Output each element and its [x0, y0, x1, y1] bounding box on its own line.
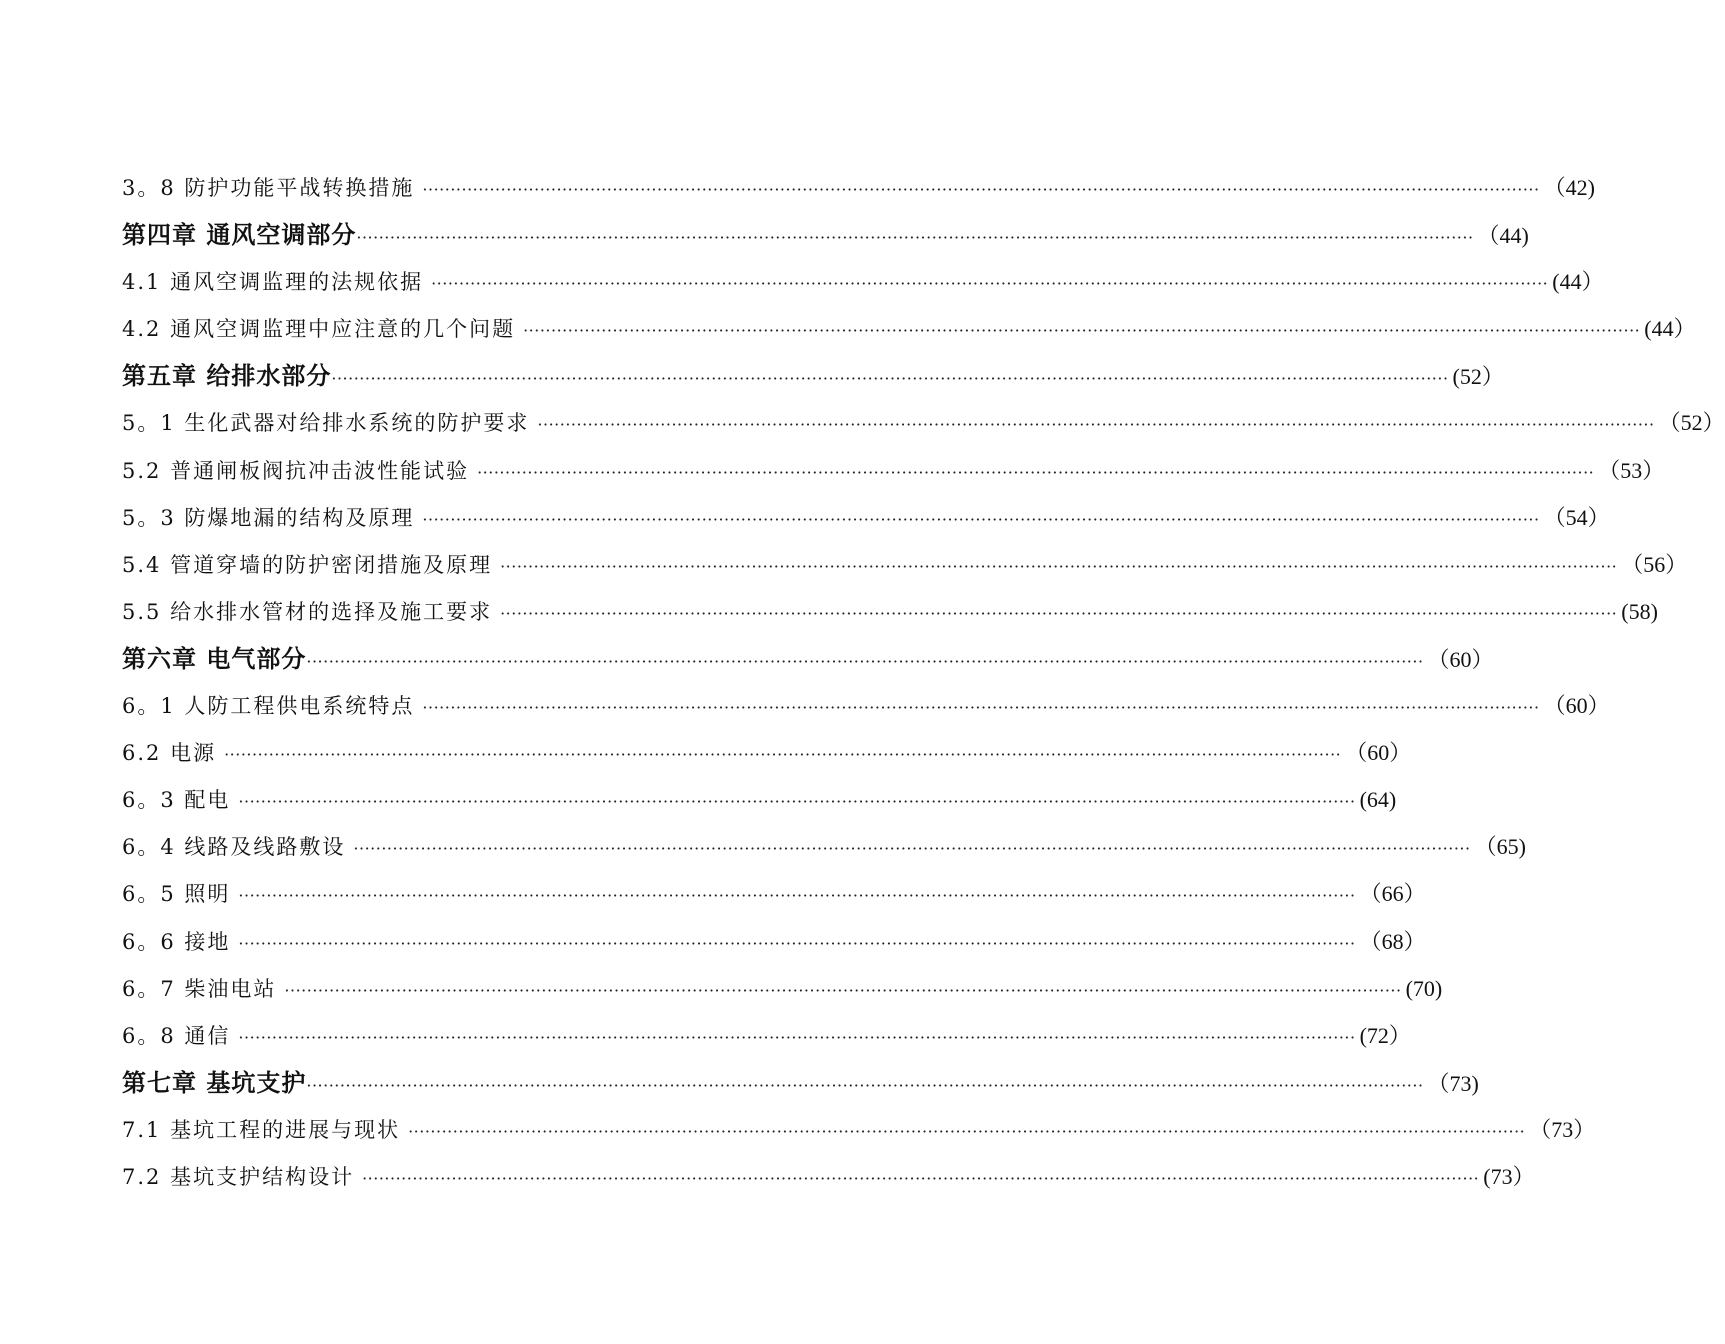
toc-section-entry[interactable] [122, 164, 1595, 211]
toc-page-number: (52） [1452, 364, 1504, 390]
toc-dot-leader: ········································································································································································································ [353, 839, 1471, 859]
toc-dot-leader: ········································································································································································································ [238, 886, 1356, 906]
toc-chapter-entry[interactable] [122, 1059, 1479, 1106]
toc-entry-title: 7.2 基坑支护结构设计 [122, 1164, 355, 1189]
toc-dot-leader: ········································································································································································································ [306, 1075, 1424, 1095]
toc-dot-leader: ········································································································································································································ [500, 603, 1618, 623]
toc-page-number: （54） [1543, 504, 1610, 530]
toc-page-number: （68） [1359, 928, 1426, 954]
toc-page-number: （73） [1529, 1116, 1596, 1142]
toc-section-entry[interactable] [122, 682, 1610, 729]
toc-dot-leader: ········································································································································································································ [362, 1168, 1480, 1188]
toc-dot-leader: ········································································································································································································ [422, 180, 1540, 199]
toc-section-entry[interactable] [122, 305, 1696, 352]
toc-dot-leader: ········································································································································································································ [238, 933, 1356, 953]
toc-section-entry[interactable] [122, 918, 1426, 965]
toc-section-entry[interactable] [122, 823, 1526, 870]
toc-page-number: (72） [1359, 1022, 1411, 1048]
toc-section-entry[interactable] [122, 1153, 1535, 1200]
toc-entry-title: 7.1 基坑工程的进展与现状 [122, 1117, 401, 1142]
toc-page-number: （73) [1427, 1070, 1479, 1096]
toc-page-number: (70) [1405, 975, 1443, 1001]
toc-section-entry[interactable] [122, 1106, 1596, 1153]
toc-entry-title: 6。7 柴油电站 [122, 976, 277, 1001]
toc-dot-leader: ········································································································································································································ [500, 556, 1618, 576]
toc-page-number: （52） [1658, 410, 1725, 436]
toc-page-number: (73） [1483, 1163, 1535, 1189]
toc-dot-leader: ········································································································································································································ [408, 1121, 1526, 1141]
toc-dot-leader: ········································································································································································································ [431, 274, 1549, 294]
toc-page-number: (44） [1644, 316, 1696, 342]
toc-entry-title: 第四章 通风空调部分 [122, 220, 357, 250]
toc-entry-title: 4.1 通风空调监理的法规依据 [122, 270, 424, 295]
toc-page-number: （60） [1543, 693, 1610, 719]
toc-page-number: （65) [1474, 834, 1526, 860]
toc-section-entry[interactable] [122, 870, 1426, 917]
table-of-contents [122, 164, 1725, 1200]
toc-page-number: （60） [1345, 740, 1412, 766]
toc-page-number: (44） [1552, 269, 1604, 295]
toc-entry-title: 5.4 管道穿墙的防护密闭措施及原理 [122, 552, 493, 577]
toc-page-number: (58) [1621, 598, 1658, 624]
toc-section-entry[interactable] [122, 447, 1665, 494]
toc-chapter-entry[interactable] [122, 211, 1529, 258]
toc-dot-leader: ········································································································································································································ [537, 415, 1655, 435]
toc-page-number: （56） [1621, 551, 1688, 577]
toc-section-entry[interactable] [122, 258, 1604, 305]
toc-entry-title: 4.2 通风空调监理中应注意的几个问题 [122, 317, 516, 342]
toc-dot-leader: ········································································································································································································ [523, 321, 1641, 341]
toc-entry-title: 6。3 配电 [122, 788, 231, 813]
toc-page-number: （53） [1598, 457, 1665, 483]
toc-dot-leader: ········································································································································································································ [238, 792, 1356, 812]
toc-page-number: （60） [1427, 646, 1494, 672]
toc-dot-leader: ········································································································································································································ [331, 369, 1449, 389]
toc-chapter-entry[interactable] [122, 635, 1494, 682]
toc-dot-leader: ········································································································································································································ [356, 228, 1474, 248]
toc-dot-leader: ········································································································································································································ [224, 745, 1342, 765]
toc-section-entry[interactable] [122, 1012, 1411, 1059]
toc-chapter-entry[interactable] [122, 352, 1504, 399]
toc-entry-title: 5.5 给水排水管材的选择及施工要求 [122, 599, 493, 624]
toc-entry-title: 6。4 线路及线路敷设 [122, 835, 346, 860]
toc-page-number: （44) [1477, 223, 1529, 249]
toc-page-number: （42) [1543, 175, 1595, 200]
toc-entry-title: 第五章 给排水部分 [122, 361, 332, 391]
toc-section-entry[interactable] [122, 541, 1688, 588]
toc-entry-title: 6。6 接地 [122, 929, 231, 954]
toc-section-entry[interactable] [122, 965, 1443, 1012]
toc-entry-title: 6。5 照明 [122, 882, 231, 907]
toc-dot-leader: ········································································································································································································ [477, 462, 1595, 482]
toc-dot-leader: ········································································································································································································ [306, 651, 1424, 671]
toc-dot-leader: ········································································································································································································ [238, 1027, 1356, 1047]
toc-entry-title: 5。1 生化武器对给排水系统的防护要求 [122, 411, 530, 436]
toc-section-entry[interactable] [122, 729, 1412, 776]
toc-page-number: (64) [1359, 787, 1397, 813]
toc-section-entry[interactable] [122, 776, 1397, 823]
toc-entry-title: 6。8 通信 [122, 1023, 231, 1048]
toc-entry-title: 3。8 防护功能平战转换措施 [122, 176, 415, 200]
toc-entry-title: 5。3 防爆地漏的结构及原理 [122, 505, 415, 530]
toc-entry-title: 第六章 电气部分 [122, 643, 307, 673]
toc-dot-leader: ········································································································································································································ [284, 980, 1402, 1000]
toc-entry-title: 6。1 人防工程供电系统特点 [122, 694, 415, 719]
toc-section-entry[interactable] [122, 588, 1658, 635]
toc-dot-leader: ········································································································································································································ [422, 509, 1540, 529]
toc-section-entry[interactable] [122, 399, 1725, 446]
toc-section-entry[interactable] [122, 494, 1610, 541]
toc-dot-leader: ········································································································································································································ [422, 698, 1540, 718]
toc-entry-title: 6.2 电源 [122, 741, 217, 766]
toc-entry-title: 第七章 基坑支护 [122, 1067, 307, 1097]
toc-entry-title: 5.2 普通闸板阀抗冲击波性能试验 [122, 458, 470, 483]
toc-page-number: （66） [1359, 881, 1426, 907]
